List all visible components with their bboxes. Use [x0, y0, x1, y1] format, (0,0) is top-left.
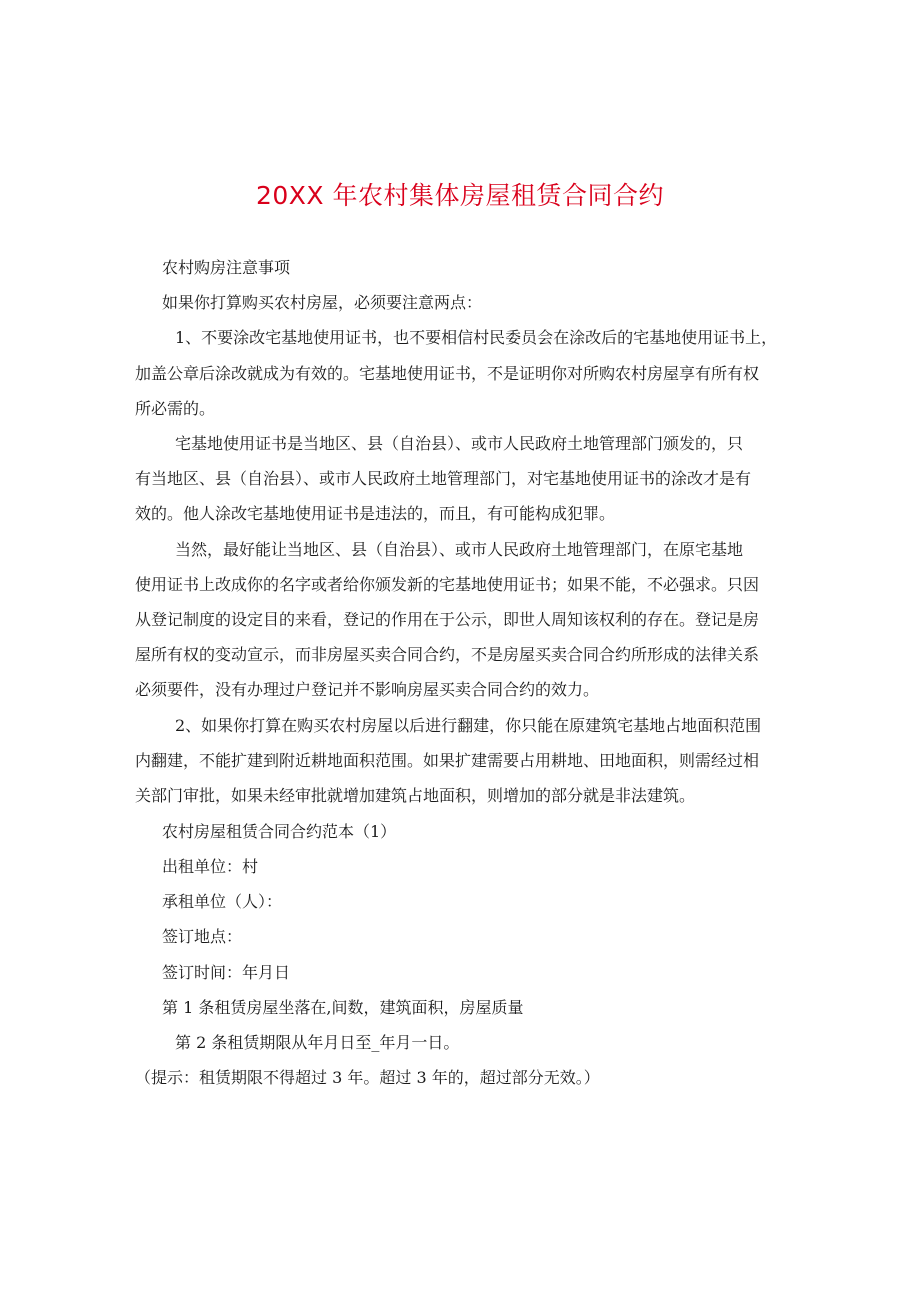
paragraph-line: 所必需的。: [135, 399, 216, 418]
contract-note: （提示：租赁期限不得超过 3 年。超过 3 年的，超过部分无效。）: [135, 1068, 600, 1087]
contract-clause: 第 2 条租赁期限从年月日至_年月一日。: [175, 1033, 460, 1052]
paragraph-line: 必须要件，没有办理过户登记并不影响房屋买卖合同合约的效力。: [135, 680, 600, 699]
contract-field: 签订时间：年月日: [162, 963, 291, 982]
paragraph-line: 1、不要涂改宅基地使用证书，也不要相信村民委员会在涂改后的宅基地使用证书上，: [175, 328, 778, 347]
paragraph-line: 使用证书上改成你的名字或者给你颁发新的宅基地使用证书；如果不能，不必强求。只因: [135, 575, 760, 594]
paragraph-line: 加盖公章后涂改就成为有效的。宅基地使用证书，不是证明你对所购农村房屋享有所有权: [135, 364, 760, 383]
paragraph-line: 内翻建，不能扩建到附近耕地面积范围。如果扩建需要占用耕地、田地面积，则需经过相: [135, 751, 760, 770]
contract-field: 出租单位：村: [162, 857, 259, 876]
contract-clause: 第 1 条租赁房屋坐落在,间数，建筑面积，房屋质量: [162, 998, 524, 1017]
contract-heading: 农村房屋租赁合同合约范本（1）: [162, 822, 397, 841]
paragraph-line: 宅基地使用证书是当地区、县（自治县）、或市人民政府土地管理部门颁发的，只: [175, 434, 744, 453]
paragraph-line: 2、如果你打算在购买农村房屋以后进行翻建，你只能在原建筑宅基地占地面积范围: [175, 716, 762, 735]
document-title: 20XX 年农村集体房屋租赁合同合约: [255, 181, 664, 210]
paragraph-line: 效的。他人涂改宅基地使用证书是违法的，而且，有可能构成犯罪。: [135, 504, 616, 523]
paragraph-line: 如果你打算购买农村房屋，必须要注意两点：: [162, 293, 483, 312]
contract-field: 签订地点：: [162, 927, 243, 946]
contract-field: 承租单位（人）：: [162, 892, 283, 911]
paragraph-line: 从登记制度的设定目的来看，登记的作用在于公示，即世人周知该权利的存在。登记是房: [135, 610, 760, 629]
paragraph-line: 有当地区、县（自治县）、或市人民政府土地管理部门，对宅基地使用证书的涂改才是有: [135, 469, 752, 488]
paragraph-line: 屋所有权的变动宣示，而非房屋买卖合同合约，不是房屋买卖合同合约所形成的法律关系: [135, 645, 760, 664]
paragraph-line: 当然，最好能让当地区、县（自治县）、或市人民政府土地管理部门，在原宅基地: [175, 540, 744, 559]
paragraph-line: 关部门审批，如果未经审批就增加建筑占地面积，则增加的部分就是非法建筑。: [135, 786, 696, 805]
section-heading: 农村购房注意事项: [162, 258, 291, 277]
